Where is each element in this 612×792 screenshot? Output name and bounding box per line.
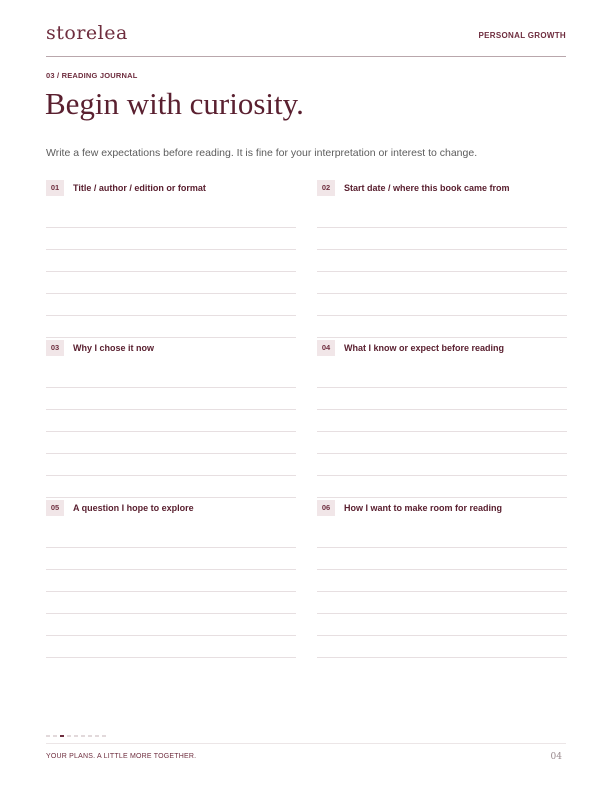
progress-dot xyxy=(102,735,106,737)
writing-line[interactable] xyxy=(317,497,567,498)
field-header xyxy=(317,180,567,196)
writing-line[interactable] xyxy=(46,431,296,432)
page-kicker: 03 / READING JOURNAL xyxy=(46,71,138,80)
writing-line[interactable] xyxy=(317,431,567,432)
field-header xyxy=(46,340,296,356)
writing-line[interactable] xyxy=(317,613,567,614)
writing-line[interactable] xyxy=(317,475,567,476)
field-label: Title / author / edition or format xyxy=(73,183,206,193)
prompt-field-03[interactable] xyxy=(46,340,296,498)
progress-dot xyxy=(46,735,50,737)
writing-line[interactable] xyxy=(46,569,296,570)
writing-line[interactable] xyxy=(317,227,567,228)
field-number-badge: 06 xyxy=(317,500,335,516)
writing-line[interactable] xyxy=(46,271,296,272)
progress-dot xyxy=(67,735,71,737)
section-label: PERSONAL GROWTH xyxy=(478,31,566,40)
field-label: Why I chose it now xyxy=(73,343,155,353)
brand-logo: storelea xyxy=(46,22,128,44)
field-number-badge: 03 xyxy=(46,340,64,356)
field-header xyxy=(46,180,296,196)
page-number: 04 xyxy=(550,752,562,762)
writing-line[interactable] xyxy=(317,315,567,316)
writing-line[interactable] xyxy=(46,613,296,614)
writing-line[interactable] xyxy=(317,271,567,272)
writing-line[interactable] xyxy=(317,337,567,338)
progress-dot xyxy=(88,735,92,737)
writing-line[interactable] xyxy=(46,453,296,454)
writing-line[interactable] xyxy=(46,227,296,228)
writing-line[interactable] xyxy=(46,591,296,592)
field-header xyxy=(317,500,567,516)
writing-line[interactable] xyxy=(317,547,567,548)
prompt-field-06[interactable] xyxy=(317,500,567,658)
writing-line[interactable] xyxy=(46,337,296,338)
prompt-field-04[interactable] xyxy=(317,340,567,498)
writing-line[interactable] xyxy=(46,475,296,476)
writing-line[interactable] xyxy=(317,591,567,592)
prompt-field-01[interactable] xyxy=(46,180,296,338)
writing-line[interactable] xyxy=(317,657,567,658)
field-number-badge: 01 xyxy=(46,180,64,196)
writing-line[interactable] xyxy=(46,409,296,410)
writing-line[interactable] xyxy=(317,249,567,250)
writing-line[interactable] xyxy=(46,547,296,548)
writing-line[interactable] xyxy=(46,315,296,316)
field-label: How I want to make room for reading xyxy=(344,503,503,513)
footer-divider xyxy=(46,743,566,744)
writing-line[interactable] xyxy=(46,387,296,388)
field-header xyxy=(317,340,567,356)
writing-line[interactable] xyxy=(317,569,567,570)
field-label: Start date / where this book came from xyxy=(344,183,510,193)
progress-dot xyxy=(53,735,57,737)
writing-line[interactable] xyxy=(46,293,296,294)
footer-tagline: YOUR PLANS. A LITTLE MORE TOGETHER. xyxy=(46,753,197,760)
writing-line[interactable] xyxy=(46,657,296,658)
writing-line[interactable] xyxy=(46,249,296,250)
field-label: What I know or expect before reading xyxy=(344,343,505,353)
field-number-badge: 02 xyxy=(317,180,335,196)
progress-dot xyxy=(95,735,99,737)
field-number-badge: 05 xyxy=(46,500,64,516)
progress-dot-active xyxy=(60,735,64,737)
field-label: A question I hope to explore xyxy=(73,503,194,513)
prompt-field-05[interactable] xyxy=(46,500,296,658)
field-header xyxy=(46,500,296,516)
writing-line[interactable] xyxy=(317,387,567,388)
writing-line[interactable] xyxy=(317,453,567,454)
writing-line[interactable] xyxy=(46,635,296,636)
page-title: Begin with curiosity. xyxy=(45,86,304,121)
writing-line[interactable] xyxy=(46,497,296,498)
progress-dot xyxy=(74,735,78,737)
writing-line[interactable] xyxy=(317,293,567,294)
progress-dot xyxy=(81,735,85,737)
writing-line[interactable] xyxy=(317,635,567,636)
field-number-badge: 04 xyxy=(317,340,335,356)
writing-line[interactable] xyxy=(317,409,567,410)
header-divider xyxy=(46,56,566,57)
intro-text: Write a few expectations before reading. It is fine for your interpretation or interest to change. xyxy=(46,147,478,159)
prompt-field-02[interactable] xyxy=(317,180,567,338)
